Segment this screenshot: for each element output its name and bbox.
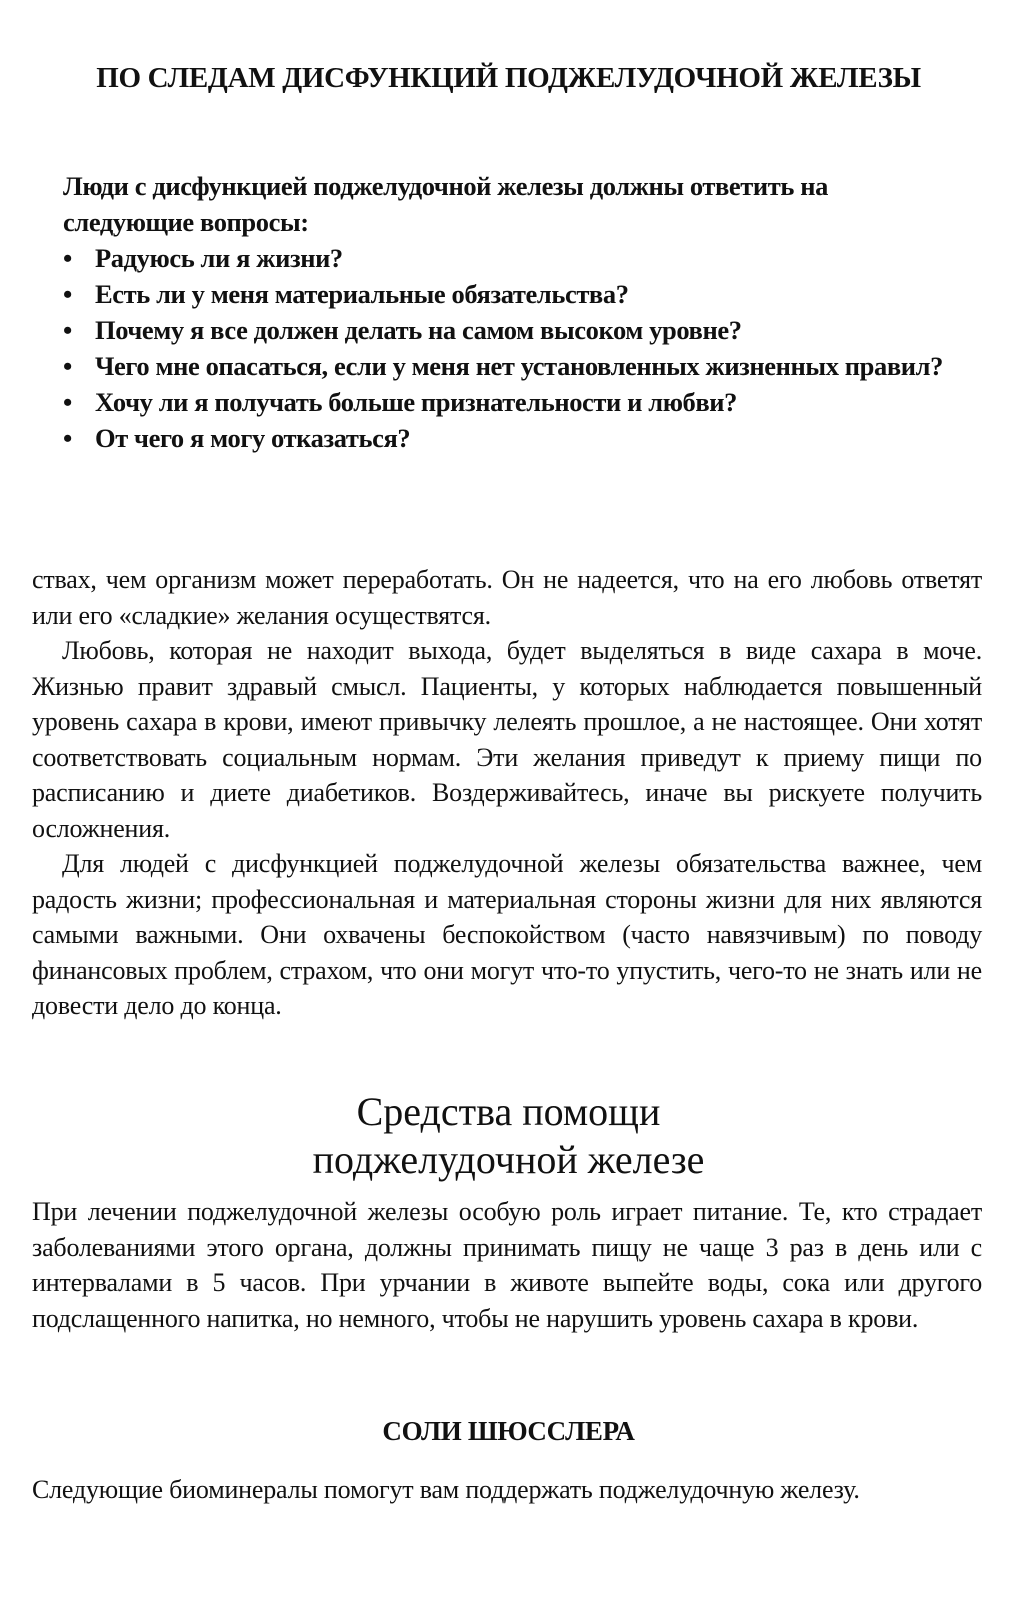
box-intro: Люди с дисфункцией поджелудочной железы должны ответить на следующие вопросы: [63,171,828,237]
question-text: Есть ли у меня материальные обязательства? [95,279,629,309]
body-text [32,562,982,1024]
paragraph: Следующие биоминералы помогут вам поддержать поджелудочную железу. [32,1475,860,1504]
bullet-icon: • [63,279,72,309]
bullet-icon: • [63,423,72,453]
question-text: От чего я могу отказаться? [95,423,411,453]
bullet-icon: • [63,387,72,417]
paragraph: Любовь, которая не находит выхода, будет выделяться в виде сахара в моче. Жизнью правит здравый смысл. Пациенты, у которых наблюдается повышенный уровень сахара в крови, имеют привычку лелеять прошлое, а не настоящее. Они хотят соответствовать социальным нормам. Эти желания приведут к приему пищи по расписанию и диете диабетиков. Воздерживайтесь, иначе вы рискуете получить осложнения. [32,636,982,843]
bullet-icon: • [63,315,72,345]
list-item [63,420,963,456]
question-text: Радуюсь ли я жизни? [95,243,343,273]
questions-list [63,240,963,456]
section-title [0,1088,1017,1184]
paragraph: ствах, чем организм может переработать. Он не надеется, что на его любовь ответят или его «сладкие» желания осуществятся. [32,565,982,630]
question-text: Хочу ли я получать больше признательности и любви? [95,387,738,417]
list-item [63,384,963,420]
list-item [63,276,963,312]
question-text: Чего мне опасаться, если у меня нет установленных жизненных правил? [95,351,943,381]
list-item [63,312,963,348]
question-text: Почему я все должен делать на самом высоком уровне? [95,315,742,345]
subsection-text [32,1472,982,1508]
bullet-icon: • [63,243,72,273]
box-title: ПО СЛЕДАМ ДИСФУНКЦИЙ ПОДЖЕЛУДОЧНОЙ ЖЕЛЕЗЫ [96,62,921,94]
paragraph: Для людей с дисфункцией поджелудочной железы обязательства важнее, чем радость жизни; профессиональная и материальная стороны жизни для них являются самыми важными. Они охвачены беспокойством (часто навязчивым) по поводу финансовых проблем, страхом, что они могут что-то упустить, чего-то не знать или не довести дело до конца. [32,849,982,1020]
section-text [32,1194,982,1336]
section-title-line: поджелудочной железе [312,1137,705,1182]
paragraph: При лечении поджелудочной железы особую роль играет питание. Те, кто страдает заболеваниями этого органа, должны принимать пищу не чаще 3 раз в день или с интервалами в 5 часов. При урчании в животе выпейте воды, сока или другого подслащенного напитка, но немного, чтобы не нарушить уровень сахара в крови. [32,1197,982,1333]
bullet-icon: • [63,351,72,381]
subsection-title: СОЛИ ШЮССЛЕРА [382,1416,635,1446]
list-item [63,240,963,276]
list-item [63,348,963,384]
section-title-line: Средства помощи [356,1089,661,1134]
